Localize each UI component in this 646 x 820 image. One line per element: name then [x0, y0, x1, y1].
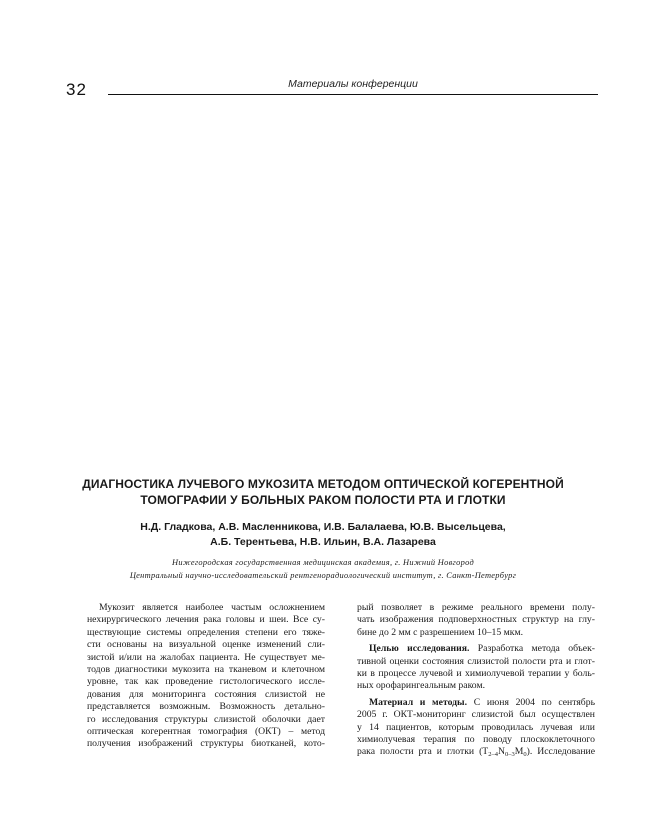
authors-line: Н.Д. Гладкова, А.В. Масленникова, И.В. Балалаева, Ю.В. Высельцева,	[140, 521, 506, 533]
stage-n: N	[497, 746, 505, 758]
affiliations	[60, 556, 586, 582]
methods-text: С июня 2004 по сентябрь	[467, 696, 595, 708]
text-line: го исследования структуры слизистой оболочки дает	[87, 713, 325, 725]
text-line: получения изображений структуры биотканей, кото-	[87, 738, 325, 750]
authors-line: А.Б. Терентьева, Н.В. Ильин, В.А. Лазарева	[210, 536, 436, 548]
text-line: рый позволяет в режиме реального времени полу-	[357, 602, 595, 613]
affiliation: Нижегородская государственная медицинская академия, г. Нижний Новгород	[172, 558, 474, 567]
title-line: ТОМОГРАФИИ У БОЛЬНЫХ РАКОМ ПОЛОСТИ РТА И ГЛОТКИ	[140, 493, 506, 507]
text-line: уровне, так как проведение гистологического иссле-	[87, 676, 325, 688]
stage-n-subscript: 0–3	[504, 751, 515, 759]
text-line	[357, 746, 595, 758]
text-line: у 14 пациентов, которым проводилась лучевая или	[357, 721, 595, 733]
paragraph-aim	[357, 643, 595, 693]
text-line: представляется возможным. Возможность детально-	[87, 701, 325, 713]
text-line: тивной оценки состояния слизистой полости рта и глот-	[357, 655, 595, 667]
text-line	[357, 697, 595, 709]
right-column	[357, 602, 595, 763]
paragraph-continuation	[357, 602, 595, 639]
text-line: зистой и/или на жалобах пациента. Не существует ме-	[87, 651, 325, 663]
authors	[60, 520, 586, 550]
text-line: химиолучевая терапия по поводу плоскоклеточного	[357, 734, 595, 746]
text-line: чать изображения подповерхностных структур на глу-	[357, 614, 595, 626]
stage-t-subscript: 2–4	[488, 751, 498, 759]
text-line: сти основаны на визуальной оценке изменений сли-	[87, 639, 325, 651]
header-rule	[108, 94, 598, 95]
text-line: дования для мониторинга состояния слизистой не	[87, 688, 325, 700]
methods-last-prefix: рака полости рта и глотки (T	[357, 746, 489, 758]
text-line: тодов диагностики мукозита на тканевом и клеточном	[87, 664, 325, 676]
text-line: нехирургического лечения рака головы и шеи. Все су-	[87, 614, 325, 626]
text-line: 2005 г. ОКТ-мониторинг слизистой был осуществлен	[357, 709, 595, 721]
aim-text: Разработка метода объек-	[469, 643, 595, 655]
text-line: ки в процессе лучевой и химиолучевой терапии у боль-	[357, 668, 595, 680]
article-title	[60, 476, 586, 508]
title-line: ДИАГНОСТИКА ЛУЧЕВОГО МУКОЗИТА МЕТОДОМ ОПТИЧЕСКОЙ КОГЕРЕНТНОЙ	[82, 477, 564, 491]
page-number: 32	[66, 80, 87, 99]
methods-lead: Материал и методы.	[369, 696, 468, 708]
methods-last-suffix: ). Исследование	[526, 746, 595, 758]
text-line: бине до 2 мм с разрешением 10–15 мкм.	[357, 626, 524, 638]
page-header	[0, 0, 646, 100]
text-line	[357, 643, 595, 655]
running-title: Материалы конференции	[288, 78, 418, 90]
paragraph-methods	[357, 697, 595, 759]
text-line: оптическая когерентная томография (ОКТ) – метод	[87, 726, 325, 738]
text-line: Мукозит является наиболее частым осложнением	[99, 602, 325, 613]
left-column	[87, 602, 325, 755]
affiliation: Центральный научно-исследовательский рентгенорадиологический институт, г. Санкт-Петербург	[129, 571, 517, 580]
stage-m-subscript: 0	[523, 751, 527, 759]
aim-lead: Целью исследования.	[369, 643, 470, 655]
stage-m: M	[514, 746, 524, 758]
paragraph-intro	[87, 602, 325, 751]
text-line: ществующие системы определения степени его тяже-	[87, 626, 325, 638]
text-line: ных орофарингеальным раком.	[357, 680, 485, 692]
